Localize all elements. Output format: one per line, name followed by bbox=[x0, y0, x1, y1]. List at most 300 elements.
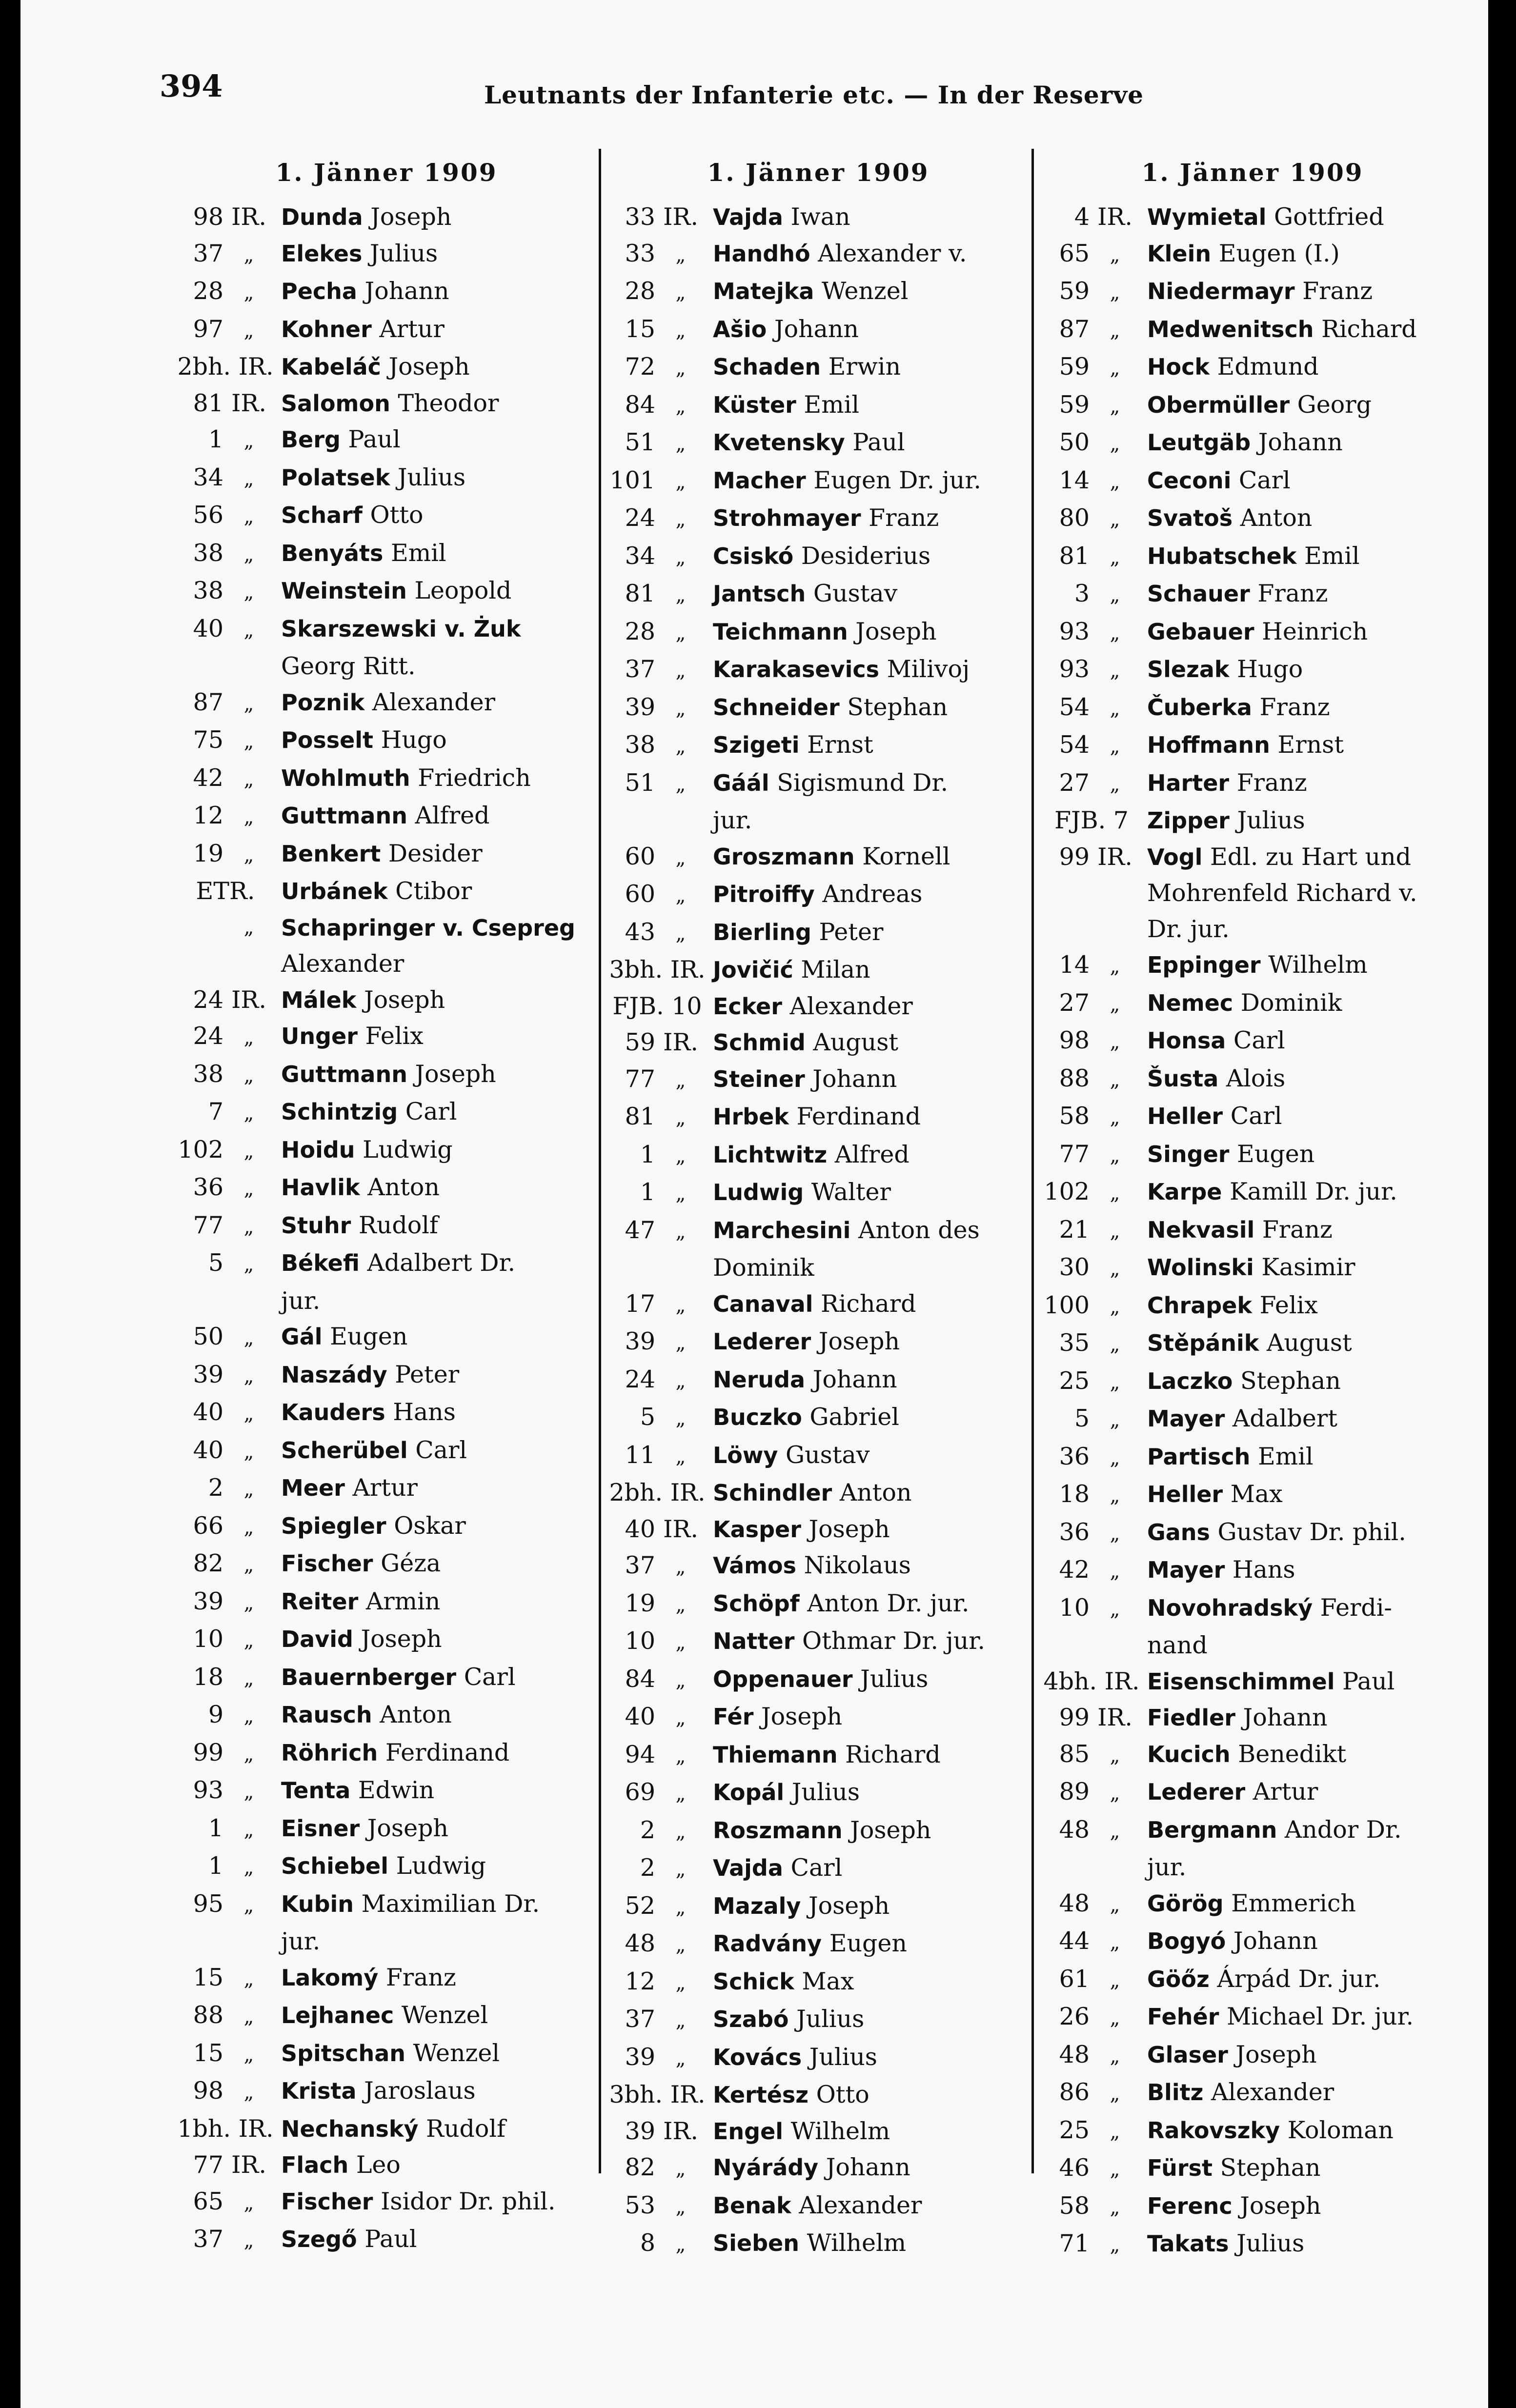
unit-cell bbox=[177, 2035, 274, 2073]
unit-number: 39 bbox=[625, 2117, 655, 2145]
unit-corps: „ bbox=[1110, 955, 1120, 978]
unit-number: 2 bbox=[640, 1816, 655, 1844]
given-name: Franz bbox=[1257, 580, 1328, 607]
given-name: Wilhelm bbox=[807, 2229, 907, 2257]
given-name: Leopold bbox=[414, 577, 512, 604]
unit-corps: „ bbox=[1110, 357, 1120, 380]
surname: Schaden bbox=[713, 354, 821, 380]
unit-corps: „ bbox=[243, 2081, 254, 2104]
person-name bbox=[1140, 1774, 1318, 1812]
unit-number: 11 bbox=[625, 1441, 655, 1469]
unit-number: 93 bbox=[1059, 617, 1090, 645]
person-name bbox=[274, 1319, 407, 1357]
unit-cell bbox=[177, 1357, 274, 1395]
unit-corps: „ bbox=[675, 1745, 686, 1767]
list-item bbox=[177, 460, 596, 498]
unit-number: 54 bbox=[1059, 693, 1090, 721]
unit-number: 82 bbox=[625, 2153, 655, 2181]
list-item bbox=[177, 1169, 596, 1207]
list-item bbox=[1043, 765, 1462, 803]
unit-number: 77 bbox=[1059, 1140, 1090, 1168]
unit-corps: „ bbox=[243, 1102, 254, 1124]
list-item bbox=[608, 387, 1028, 425]
unit-number: 94 bbox=[625, 1740, 655, 1768]
surname: Kauders bbox=[281, 1399, 385, 1425]
unit-cell bbox=[608, 2001, 706, 2039]
surname: Handhó bbox=[713, 240, 810, 267]
surname: Nechanský bbox=[281, 2115, 419, 2142]
person-name bbox=[1140, 1700, 1328, 1736]
surname: Chrapek bbox=[1147, 1292, 1252, 1319]
unit-cell bbox=[1043, 689, 1140, 727]
person-name bbox=[1140, 2074, 1334, 2112]
surname: Natter bbox=[713, 1628, 795, 1654]
person-name bbox=[706, 2187, 922, 2226]
unit-corps: „ bbox=[243, 730, 254, 753]
list-item bbox=[608, 538, 1028, 576]
given-name: Iwan bbox=[790, 203, 850, 231]
unit-number: 15 bbox=[193, 2039, 223, 2067]
given-name: Johann bbox=[364, 277, 449, 305]
unit-cell bbox=[608, 1661, 706, 1699]
given-name: Anton bbox=[1240, 504, 1313, 532]
unit-corps: „ bbox=[1110, 2234, 1120, 2256]
given-name: Alexander bbox=[789, 992, 913, 1020]
unit-corps: „ bbox=[243, 319, 254, 342]
person-name bbox=[274, 611, 521, 649]
unit-corps: „ bbox=[243, 1743, 254, 1766]
given-name: Julius bbox=[809, 2043, 877, 2071]
person-name bbox=[706, 1926, 907, 1964]
name-continuation: Georg Ritt. bbox=[281, 652, 416, 680]
unit-number: 24 bbox=[193, 985, 223, 1014]
given-name: Paul bbox=[1342, 1667, 1395, 1695]
unit-cell bbox=[177, 1772, 274, 1810]
given-name: Franz bbox=[1236, 768, 1307, 797]
unit-cell bbox=[608, 727, 706, 765]
list-item bbox=[177, 1508, 596, 1546]
surname: Krista bbox=[281, 2078, 357, 2104]
entry-list bbox=[608, 199, 1028, 2263]
person-name bbox=[274, 760, 531, 798]
unit-corps: „ bbox=[243, 1327, 254, 1349]
surname: Ferenc bbox=[1147, 2192, 1233, 2219]
given-name: Ernst bbox=[1277, 731, 1344, 759]
surname: Málek bbox=[281, 986, 357, 1013]
surname: Wohlmuth bbox=[281, 764, 410, 791]
surname: Kvetensky bbox=[713, 429, 845, 456]
unit-number: 15 bbox=[193, 1963, 223, 1991]
list-item bbox=[608, 2001, 1028, 2039]
surname: Slezak bbox=[1147, 656, 1230, 682]
unit-cell bbox=[177, 1432, 274, 1470]
given-name: Joseph bbox=[761, 1703, 843, 1730]
person-name bbox=[706, 2077, 869, 2113]
unit-number: 80 bbox=[1059, 504, 1090, 532]
given-name: Alexander bbox=[372, 688, 496, 716]
given-name: Franz bbox=[1302, 277, 1373, 305]
person-name bbox=[706, 876, 922, 914]
column-date: 1. Jänner 1909 bbox=[1141, 158, 1364, 187]
surname: Glaser bbox=[1147, 2041, 1228, 2068]
unit-number: 71 bbox=[1059, 2229, 1090, 2257]
unit-corps: „ bbox=[675, 622, 686, 644]
person-name bbox=[1140, 651, 1303, 689]
unit-cell bbox=[608, 876, 706, 914]
name-continuation: jur. bbox=[281, 1286, 321, 1315]
list-item bbox=[608, 1964, 1028, 2002]
person-name bbox=[706, 576, 897, 614]
surname: Guttmann bbox=[281, 803, 407, 829]
unit-corps: „ bbox=[1110, 1031, 1120, 1053]
unit-cell bbox=[608, 273, 706, 311]
given-name: Paul bbox=[348, 425, 401, 453]
unit-cell bbox=[608, 1024, 706, 1061]
given-name: Julius bbox=[791, 1778, 860, 1806]
unit-cell bbox=[177, 535, 274, 573]
list-item bbox=[608, 1926, 1028, 1964]
given-name: Gottfried bbox=[1274, 203, 1384, 231]
unit-number: 38 bbox=[193, 539, 223, 567]
surname: Fiedler bbox=[1147, 1705, 1235, 1731]
unit-number: 36 bbox=[1059, 1518, 1090, 1546]
unit-corps: „ bbox=[243, 1894, 254, 1917]
person-name bbox=[706, 236, 967, 274]
list-item bbox=[1043, 1174, 1462, 1212]
person-name bbox=[706, 273, 908, 311]
person-name bbox=[1140, 1961, 1381, 1999]
list-item bbox=[1043, 538, 1462, 576]
list-item bbox=[177, 273, 596, 311]
list-item bbox=[608, 651, 1028, 689]
list-item bbox=[177, 1432, 596, 1470]
list-item bbox=[608, 1547, 1028, 1585]
person-name bbox=[1140, 985, 1342, 1023]
given-name: Eugen bbox=[1237, 1140, 1315, 1168]
given-name: Eugen bbox=[829, 1929, 907, 1957]
unit-corps: „ bbox=[1110, 1485, 1120, 1507]
person-name bbox=[1140, 727, 1344, 765]
given-name: Franz bbox=[385, 1963, 456, 1991]
unit-cell bbox=[1043, 2150, 1140, 2188]
unit-cell bbox=[608, 1850, 706, 1888]
unit-number: 36 bbox=[1059, 1442, 1090, 1470]
unit-number: 85 bbox=[1059, 1740, 1090, 1768]
list-item bbox=[177, 1018, 596, 1056]
unit-number: 99 bbox=[1059, 1704, 1090, 1731]
unit-label: FJB. 10 bbox=[612, 992, 702, 1020]
person-name bbox=[706, 1362, 897, 1400]
list-item bbox=[1043, 462, 1462, 501]
list-item bbox=[608, 1699, 1028, 1737]
given-name: Michael Dr. jur. bbox=[1226, 2003, 1414, 2030]
person-name bbox=[706, 1061, 897, 1099]
given-name: Koloman bbox=[1287, 2116, 1394, 2144]
unit-corps: „ bbox=[1110, 993, 1120, 1016]
unit-corps: „ bbox=[675, 1669, 686, 1692]
list-item bbox=[1043, 1212, 1462, 1250]
person-name bbox=[274, 385, 499, 422]
unit-cell bbox=[1043, 236, 1140, 274]
list-item bbox=[177, 1960, 596, 1998]
surname: Kabeláč bbox=[281, 354, 381, 380]
unit-number: 34 bbox=[193, 463, 223, 491]
unit-corps: IR. bbox=[1097, 1704, 1132, 1731]
list-item bbox=[1043, 1552, 1462, 1590]
given-name: Gustav Dr. phil. bbox=[1217, 1518, 1406, 1546]
given-name: Ferdinand bbox=[385, 1738, 510, 1766]
unit-number: 81 bbox=[625, 580, 655, 607]
unit-number: 24 bbox=[625, 504, 655, 532]
person-name bbox=[274, 273, 449, 311]
given-name: Milivoj bbox=[887, 655, 970, 683]
unit-number: 66 bbox=[193, 1511, 223, 1540]
unit-number: 17 bbox=[625, 1289, 655, 1318]
person-name bbox=[274, 460, 465, 498]
unit-number: 14 bbox=[1059, 951, 1090, 979]
unit-cell bbox=[608, 2225, 706, 2263]
unit-cell bbox=[608, 1774, 706, 1812]
unit-number: 77 bbox=[193, 1211, 223, 1239]
unit-corps: „ bbox=[1110, 1522, 1120, 1545]
person-name bbox=[1140, 1736, 1346, 1774]
surname: Steiner bbox=[713, 1065, 805, 1092]
person-name bbox=[274, 535, 446, 573]
unit-number: 38 bbox=[193, 1060, 223, 1088]
unit-number: 102 bbox=[1044, 1178, 1090, 1205]
unit-cell bbox=[177, 497, 274, 535]
unit-number: 42 bbox=[1059, 1556, 1090, 1584]
surname: Fischer bbox=[281, 2188, 373, 2215]
unit-number: 30 bbox=[1059, 1253, 1090, 1281]
given-name: Joseph bbox=[855, 617, 937, 645]
unit-number: 48 bbox=[1059, 1889, 1090, 1917]
list-item bbox=[608, 424, 1028, 462]
unit-cell bbox=[1043, 1136, 1140, 1174]
given-name: Adalbert Dr. bbox=[367, 1249, 516, 1277]
unit-corps: „ bbox=[675, 584, 686, 606]
unit-cell bbox=[1043, 727, 1140, 765]
given-name: Joseph bbox=[809, 1515, 890, 1543]
given-name: Adalbert bbox=[1232, 1405, 1337, 1432]
unit-cell bbox=[1043, 839, 1140, 876]
given-name: Johann bbox=[774, 315, 859, 343]
unit-corps: „ bbox=[243, 1516, 254, 1539]
list-item bbox=[177, 1697, 596, 1735]
person-name bbox=[706, 614, 937, 652]
list-item bbox=[177, 497, 596, 535]
list-item bbox=[177, 2221, 596, 2259]
unit-cell bbox=[177, 1056, 274, 1094]
column-rule bbox=[599, 149, 601, 2173]
surname: Guttmann bbox=[281, 1061, 407, 1087]
unit-corps: „ bbox=[1110, 1598, 1120, 1621]
surname: Matejka bbox=[713, 278, 814, 304]
surname: Scharf bbox=[281, 502, 363, 528]
person-name bbox=[1140, 2150, 1320, 2188]
unit-number: 40 bbox=[625, 1703, 655, 1730]
person-name bbox=[1140, 803, 1305, 839]
unit-number: 51 bbox=[625, 428, 655, 456]
given-name: Wenzel bbox=[821, 277, 909, 305]
list-item bbox=[1043, 1664, 1462, 1700]
list-item bbox=[608, 2039, 1028, 2077]
unit-number: 39 bbox=[625, 1327, 655, 1355]
unit-number: 28 bbox=[625, 277, 655, 305]
list-item bbox=[177, 1772, 596, 1810]
person-name bbox=[274, 1997, 488, 2035]
name-continuation: jur. bbox=[281, 1927, 321, 1955]
unit-corps: „ bbox=[243, 1629, 254, 1652]
unit-number: 54 bbox=[1059, 731, 1090, 759]
unit-cell bbox=[608, 1362, 706, 1400]
person-name bbox=[1140, 1886, 1356, 1924]
surname: Karpe bbox=[1147, 1179, 1222, 1205]
unit-corps: „ bbox=[1110, 1182, 1120, 1204]
unit-corps: „ bbox=[243, 1365, 254, 1387]
person-name bbox=[706, 1099, 921, 1137]
name-continuation: nand bbox=[1147, 1631, 1208, 1659]
given-name: Heinrich bbox=[1262, 617, 1368, 645]
list-item bbox=[1043, 2150, 1462, 2188]
person-name bbox=[274, 1735, 509, 1773]
unit-cell bbox=[177, 1132, 274, 1170]
column-date: 1. Jänner 1909 bbox=[707, 158, 930, 187]
unit-number: 59 bbox=[1059, 353, 1090, 381]
given-name: Johann bbox=[812, 1064, 897, 1093]
unit-cell bbox=[177, 1697, 274, 1735]
person-name bbox=[1140, 1325, 1352, 1363]
surname: Zipper bbox=[1147, 807, 1230, 834]
unit-number: 98 bbox=[1059, 1026, 1090, 1054]
given-name: Johann bbox=[812, 1365, 897, 1393]
unit-corps: „ bbox=[675, 1183, 686, 1205]
surname: Jovičić bbox=[713, 957, 793, 983]
given-name: Oskar bbox=[394, 1511, 466, 1540]
list-item bbox=[608, 1585, 1028, 1624]
given-name: Paul bbox=[364, 2225, 417, 2253]
person-name bbox=[1140, 1249, 1355, 1287]
unit-label: 2bh. IR. bbox=[609, 1479, 706, 1506]
list-item bbox=[1043, 273, 1462, 311]
surname: Eisner bbox=[281, 1815, 360, 1842]
list-item bbox=[608, 500, 1028, 538]
surname: Benyáts bbox=[281, 540, 384, 566]
unit-corps: „ bbox=[675, 1971, 686, 1994]
list-item bbox=[608, 576, 1028, 614]
surname: Szigeti bbox=[713, 732, 800, 758]
name-continuation: jur. bbox=[713, 806, 752, 834]
list-item bbox=[608, 689, 1028, 727]
unit-cell bbox=[177, 1207, 274, 1245]
given-name: Wilhelm bbox=[790, 2117, 890, 2145]
unit-cell bbox=[1043, 765, 1140, 803]
given-name: Johann bbox=[1233, 1927, 1318, 1955]
surname: Fischer bbox=[281, 1550, 373, 1577]
unit-corps: IR. bbox=[663, 1515, 698, 1543]
unit-number: 14 bbox=[1059, 466, 1090, 494]
given-name: Rudolf bbox=[358, 1211, 439, 1239]
unit-number: 1 bbox=[208, 425, 223, 453]
unit-number: 40 bbox=[193, 1398, 223, 1426]
surname: Kopál bbox=[713, 1779, 785, 1806]
entry-list bbox=[1043, 199, 1462, 2264]
unit-corps: IR. bbox=[1097, 843, 1132, 871]
person-name bbox=[274, 1207, 438, 1245]
list-item bbox=[608, 1137, 1028, 1175]
surname: Leutgäb bbox=[1147, 429, 1251, 456]
surname: Fehér bbox=[1147, 2004, 1219, 2030]
unit-number: 33 bbox=[625, 239, 655, 267]
unit-number: 35 bbox=[1059, 1329, 1090, 1357]
given-name: Max bbox=[1230, 1480, 1283, 1508]
surname: Novohradský bbox=[1147, 1594, 1313, 1621]
given-name: Carl bbox=[415, 1436, 467, 1464]
unit-number: 98 bbox=[193, 2077, 223, 2105]
unit-cell bbox=[177, 1319, 274, 1357]
unit-cell bbox=[1043, 1514, 1140, 1552]
unit-number: 75 bbox=[193, 726, 223, 754]
unit-cell bbox=[177, 1621, 274, 1659]
surname: Medwenitsch bbox=[1147, 316, 1314, 342]
list-item bbox=[177, 910, 596, 946]
unit-corps: „ bbox=[675, 1783, 686, 1805]
unit-number: 93 bbox=[193, 1776, 223, 1804]
list-item bbox=[608, 1286, 1028, 1324]
given-name: August bbox=[1266, 1329, 1352, 1357]
unit-corps: „ bbox=[243, 1591, 254, 1614]
person-name bbox=[274, 1621, 442, 1659]
given-name: Joseph bbox=[808, 1891, 890, 1920]
unit-cell bbox=[1043, 1401, 1140, 1439]
given-name: Felix bbox=[365, 1022, 424, 1050]
surname: Löwy bbox=[713, 1442, 778, 1468]
column-3 bbox=[1043, 146, 1462, 2264]
unit-number: 10 bbox=[625, 1627, 655, 1655]
unit-corps: „ bbox=[675, 1407, 686, 1430]
given-name: Julius bbox=[397, 463, 466, 491]
unit-number: 4 bbox=[1074, 203, 1090, 231]
unit-cell bbox=[608, 311, 706, 349]
given-name: August bbox=[813, 1028, 899, 1056]
unit-corps: „ bbox=[1110, 1446, 1120, 1469]
surname: Mazaly bbox=[713, 1892, 801, 1919]
surname: Roszmann bbox=[713, 1817, 843, 1844]
given-name: Gustav bbox=[813, 580, 898, 607]
person-name bbox=[274, 1245, 515, 1283]
surname: Hoffmann bbox=[1147, 732, 1270, 758]
list-item bbox=[608, 1324, 1028, 1362]
unit-number: 47 bbox=[625, 1216, 655, 1244]
unit-number: 40 bbox=[193, 1436, 223, 1464]
unit-cell bbox=[177, 311, 274, 349]
unit-cell bbox=[177, 1848, 274, 1886]
unit-cell bbox=[608, 765, 706, 803]
unit-cell bbox=[608, 1437, 706, 1475]
unit-corps: „ bbox=[1110, 1782, 1120, 1805]
unit-number: 59 bbox=[1059, 277, 1090, 305]
surname: Kasper bbox=[713, 1516, 801, 1543]
list-item bbox=[608, 1212, 1028, 1250]
unit-cell bbox=[177, 1394, 274, 1432]
given-name: Ludwig bbox=[396, 1852, 486, 1880]
unit-cell bbox=[608, 839, 706, 877]
given-name: Eugen Dr. jur. bbox=[813, 466, 981, 494]
list-item bbox=[177, 1545, 596, 1584]
unit-corps: „ bbox=[243, 1554, 254, 1576]
unit-number: 46 bbox=[1059, 2154, 1090, 2182]
given-name: Jaroslaus bbox=[364, 2077, 476, 2105]
